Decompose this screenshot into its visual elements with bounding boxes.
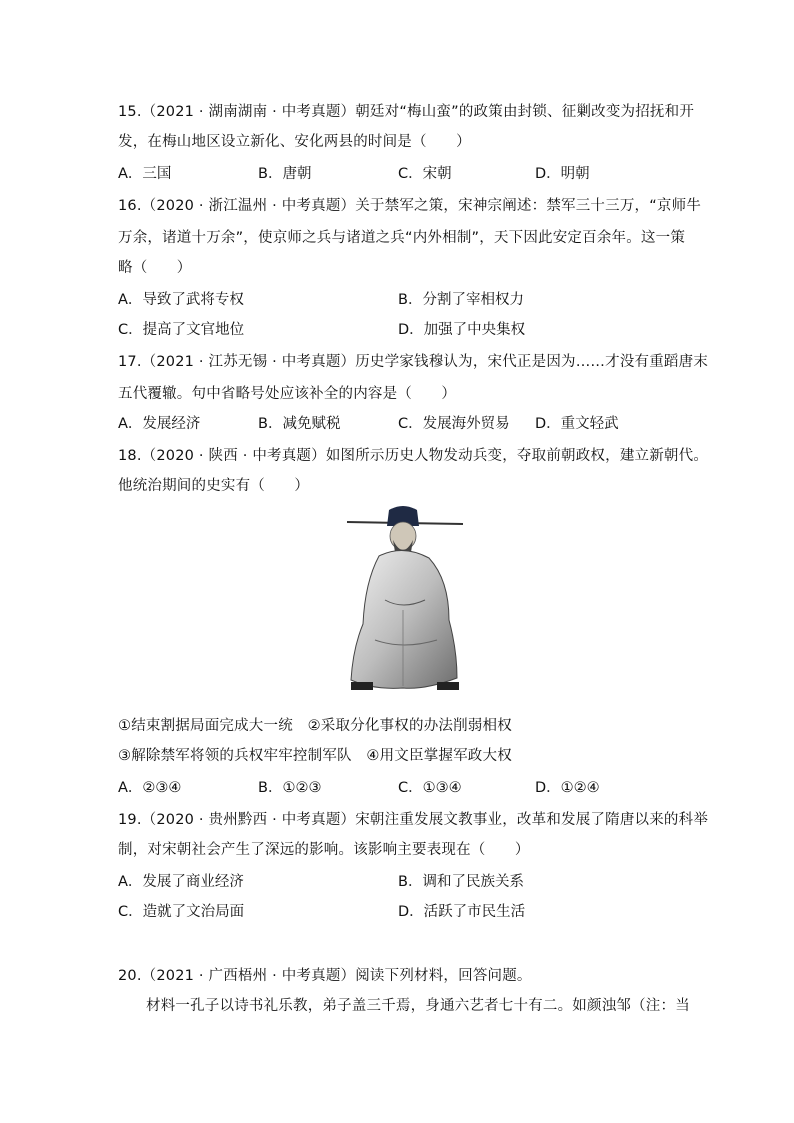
q18-statement-3-4: ③解除禁军将领的兵权牢牢控制军队 ④用文臣掌握军政大权	[118, 748, 512, 764]
q17-option-a[interactable]: A．发展经济	[118, 416, 201, 432]
q19-option-a[interactable]: A．发展了商业经济	[118, 874, 244, 890]
q16-option-a[interactable]: A．导致了武将专权	[118, 292, 244, 308]
q18-option-b[interactable]: B．①②③	[258, 780, 322, 796]
q18-statement-1-2: ①结束割据局面完成大一统 ②采取分化事权的办法削弱相权	[118, 718, 512, 734]
q18-option-d[interactable]: D．①②④	[535, 780, 600, 796]
q16-option-c[interactable]: C．提高了文官地位	[118, 322, 245, 338]
q18-stem-line1: 18.（2020 · 陕西 · 中考真题）如图所示历史人物发动兵变，夺取前朝政权，建立新朝代。	[118, 448, 709, 464]
q18-stem-line2: 他统治期间的史实有（ ）	[118, 478, 310, 494]
q20-material-line1: 材料一孔子以诗书礼乐教，弟子盖三千焉，身通六艺者七十有二。如颜浊邹（注：当	[146, 998, 690, 1014]
q17-stem-line1: 17.（2021 · 江苏无锡 · 中考真题）历史学家钱穆认为，宋代正是因为……才没有重蹈唐末	[118, 354, 709, 370]
q16-stem-line1: 16.（2020 · 浙江温州 · 中考真题）关于禁军之策，宋神宗阐述：禁军三十三万，“京师牛	[118, 198, 702, 214]
q17-option-b[interactable]: B．减免赋税	[258, 416, 341, 432]
q17-option-c[interactable]: C．发展海外贸易	[398, 416, 510, 432]
q17-option-d[interactable]: D．重文轻武	[535, 416, 619, 432]
q15-stem-line1: 15.（2021 · 湖南湖南 · 中考真题）朝廷对“梅山蛮”的政策由封锁、征剿改变为招抚和开	[118, 104, 695, 120]
historical-figure-portrait	[345, 500, 465, 696]
q16-stem-line2: 万余，诸道十万余”，使京师之兵与诸道之兵“内外相制”，天下因此安定百余年。这一策	[118, 230, 686, 246]
q19-option-d[interactable]: D．活跃了市民生活	[398, 904, 526, 920]
q15-option-d[interactable]: D．明朝	[535, 166, 590, 182]
q16-option-d[interactable]: D．加强了中央集权	[398, 322, 526, 338]
q16-stem-line3: 略（ ）	[118, 260, 192, 276]
q16-option-b[interactable]: B．分割了宰相权力	[398, 292, 524, 308]
q19-option-b[interactable]: B．调和了民族关系	[398, 874, 524, 890]
q19-stem-line1: 19.（2020 · 贵州黔西 · 中考真题）宋朝注重发展文教事业，改革和发展了隋唐以来的科举	[118, 812, 709, 828]
q18-option-a[interactable]: A．②③④	[118, 780, 182, 796]
q15-option-c[interactable]: C．宋朝	[398, 166, 452, 182]
q15-option-b[interactable]: B．唐朝	[258, 166, 312, 182]
q15-stem-line2: 发，在梅山地区设立新化、安化两县的时间是（ ）	[118, 134, 471, 150]
q18-option-c[interactable]: C．①③④	[398, 780, 462, 796]
q17-stem-line2: 五代覆辙。句中省略号处应该补全的内容是（ ）	[118, 386, 457, 402]
q19-option-c[interactable]: C．造就了文治局面	[118, 904, 245, 920]
q19-stem-line2: 制，对宋朝社会产生了深远的影响。该影响主要表现在（ ）	[118, 842, 530, 858]
q20-stem-line1: 20.（2021 · 广西梧州 · 中考真题）阅读下列材料，回答问题。	[118, 968, 532, 984]
q15-option-a[interactable]: A．三国	[118, 166, 172, 182]
